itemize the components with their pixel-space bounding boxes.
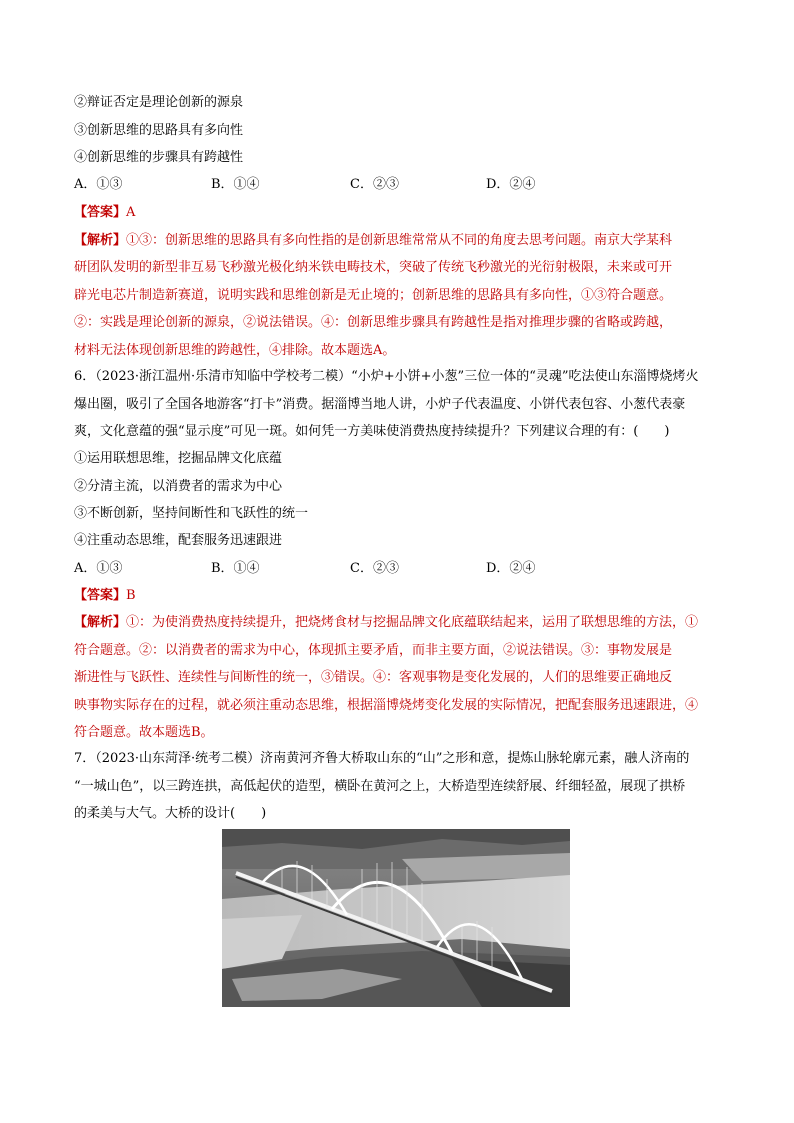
q5-item-4: ④创新思维的步骤具有跨越性 bbox=[74, 150, 244, 165]
q7-stem-line-2: “一城山色”，以三跨连拱，高低起伏的造型，横卧在黄河之上，大桥造型连续舒展、纤细轻盈，展现了拱桥 bbox=[74, 779, 686, 794]
q7-stem-line-3: 的柔美与大气。大桥的设计( ) bbox=[74, 806, 267, 821]
bridge-photo bbox=[222, 829, 570, 1007]
q5-analysis-line-3: 辟光电芯片制造新赛道，说明实践和思维创新是无止境的；创新思维的思路具有多向性，①③符合题意。 bbox=[74, 288, 673, 303]
q6-analysis-line-2: 符合题意。②：以消费者的需求为中心，体现抓主要矛盾，而非主要方面，②说法错误。③：事物发展是 bbox=[74, 643, 673, 658]
q5-option-a: A．①③ bbox=[74, 177, 123, 192]
q5-analysis-text-1: ①③：创新思维的思路具有多向性指的是创新思维常常从不同的角度去思考问题。南京大学某科 bbox=[126, 233, 673, 248]
bridge-illustration bbox=[222, 829, 570, 1007]
q6-stem-line-2: 爆出圈，吸引了全国各地游客“打卡”消费。据淄博当地人讲，小炉子代表温度、小饼代表包容、小葱代表豪 bbox=[74, 397, 686, 412]
q6-option-a: A．①③ bbox=[74, 561, 123, 576]
q6-answer-value: B bbox=[126, 588, 136, 603]
q6-analysis-line-5: 符合题意。故本题选B。 bbox=[74, 725, 214, 740]
q6-item-4: ④注重动态思维，配套服务迅速跟进 bbox=[74, 533, 283, 548]
q6-answer bbox=[74, 586, 136, 606]
q5-option-d: D．②④ bbox=[486, 177, 536, 192]
q7-stem-line-1: 7．（2023·山东菏泽·统考二模）济南黄河齐鲁大桥取山东的“山”之形和意，提炼山脉轮廓元素，融人济南的 bbox=[74, 751, 690, 766]
q6-option-b: B．①④ bbox=[211, 561, 260, 576]
q5-analysis-line-4: ②：实践是理论创新的源泉，②说法错误。④：创新思维步骤具有跨越性是指对推理步骤的省略或跨越， bbox=[74, 315, 673, 330]
q6-option-c: C．②③ bbox=[350, 561, 399, 576]
q5-option-c: C．②③ bbox=[350, 177, 399, 192]
q6-item-1: ①运用联想思维，挖掘品牌文化底蕴 bbox=[74, 451, 283, 466]
q6-option-d: D．②④ bbox=[486, 561, 536, 576]
q5-analysis-label: 【解析】 bbox=[74, 233, 127, 248]
q5-analysis-line-2: 研团队发明的新型非互易飞秒激光极化纳米铁电畴技术，突破了传统飞秒激光的光衍射极限，未来或可开 bbox=[74, 260, 673, 275]
q5-item-3: ③创新思维的思路具有多向性 bbox=[74, 123, 244, 138]
q5-analysis-line-5: 材料无法体现创新思维的跨越性，④排除。故本题选A。 bbox=[74, 343, 396, 358]
q6-analysis-line-3: 渐进性与飞跃性、连续性与间断性的统一，③错误。④：客观事物是变化发展的，人们的思维要正确地反 bbox=[74, 670, 673, 685]
q6-item-3: ③不断创新，坚持间断性和飞跃性的统一 bbox=[74, 506, 309, 521]
q5-item-2: ②辩证否定是理论创新的源泉 bbox=[74, 95, 244, 110]
q5-answer-label: 【答案】 bbox=[74, 205, 127, 220]
q6-analysis-label: 【解析】 bbox=[74, 615, 127, 630]
q6-stem-line-3: 爽，文化意蕴的强“显示度”可见一斑。如何凭一方美味使消费热度持续提升？下列建议合理的有：( ) bbox=[74, 424, 670, 439]
q6-stem-line-1: 6．（2023·浙江温州·乐清市知临中学校考二模）“小炉+小饼+小葱”三位一体的“灵魂”吃法使山东淄博烧烤火 bbox=[74, 369, 699, 384]
q6-analysis-line-1 bbox=[74, 613, 698, 633]
q5-analysis-line-1 bbox=[74, 231, 672, 251]
q6-answer-label: 【答案】 bbox=[74, 588, 127, 603]
q5-answer-value: A bbox=[126, 205, 136, 220]
q5-answer bbox=[74, 203, 135, 223]
q5-option-b: B．①④ bbox=[211, 177, 260, 192]
q6-analysis-line-4: 映事物实际存在的过程，就必须注重动态思维，根据淄博烧烤变化发展的实际情况，把配套服务迅速跟进，④ bbox=[74, 698, 699, 713]
q6-item-2: ②分清主流，以消费者的需求为中心 bbox=[74, 479, 283, 494]
q6-analysis-text-1: ①：为使消费热度持续提升，把烧烤食材与挖掘品牌文化底蕴联结起来，运用了联想思维的方法，① bbox=[126, 615, 699, 630]
